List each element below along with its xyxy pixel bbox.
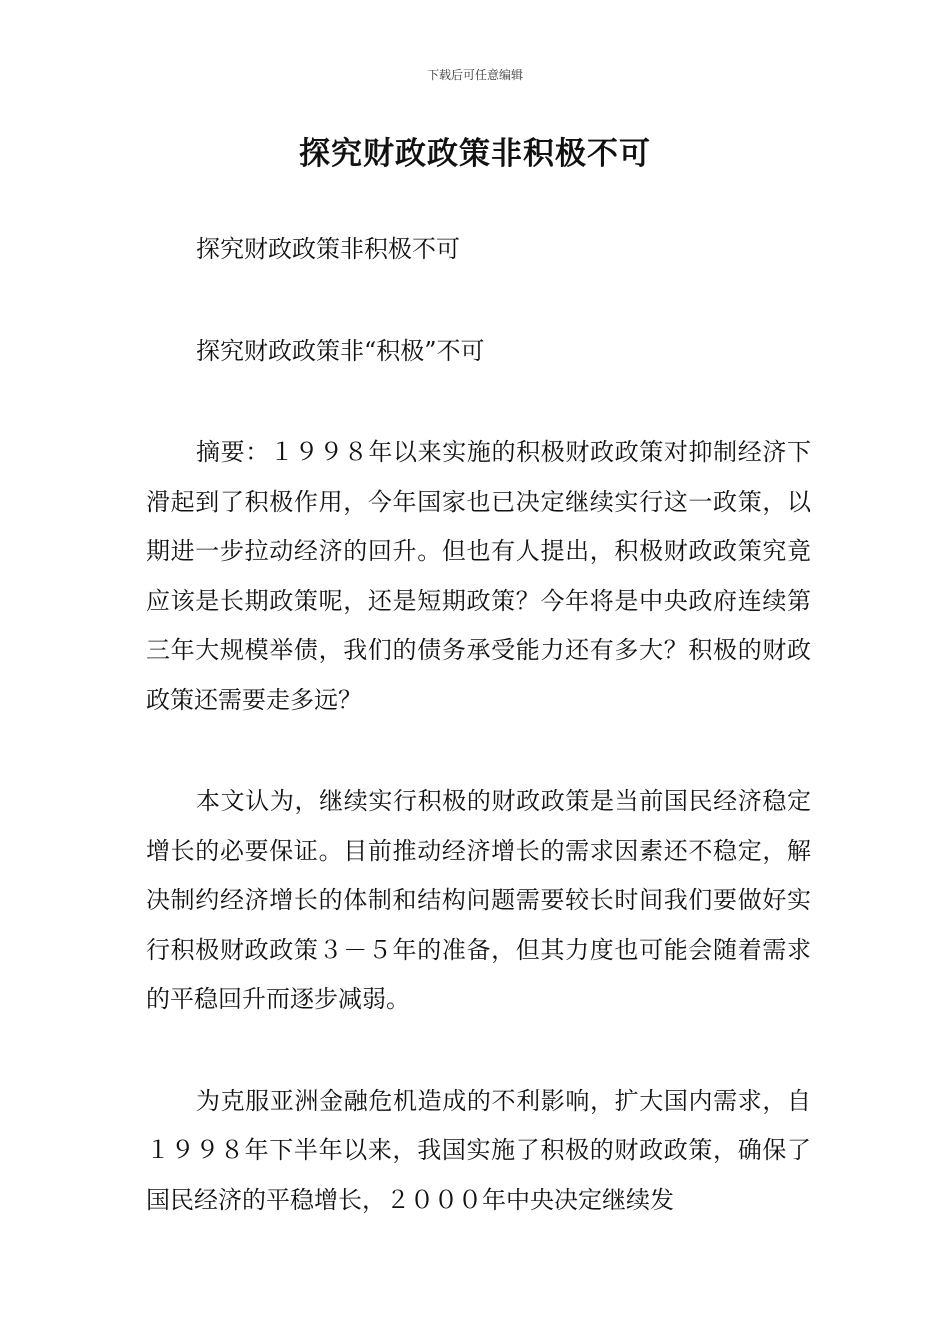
paragraph-abstract: 摘要：１９９８年以来实施的积极财政政策对抑制经济下滑起到了积极作用，今年国家也已决定继续实行这一政策，以期进一步拉动经济的回升。但也有人提出，积极财政政策究竟应该是长期政策呢，还是短期政策？今年将是中央政府连续第三年大规模举债，我们的债务承受能力还有多大？积极的财政政策还需要走多远？ bbox=[146, 438, 811, 714]
document-body bbox=[146, 225, 811, 1277]
paragraph-subtitle: 探究财政政策非积极不可 bbox=[196, 235, 460, 263]
paragraph-subtitle-quoted: 探究财政政策非“积极”不可 bbox=[196, 336, 485, 365]
paragraph-background: 为克服亚洲金融危机造成的不利影响，扩大国内需求，自１９９８年下半年以来，我国实施了积极的财政政策，确保了国民经济的平稳增长，２０００年中央决定继续发 bbox=[146, 1086, 811, 1214]
page-header-note: 下载后可任意编辑 bbox=[426, 68, 523, 82]
document-title: 探究财政政策非积极不可 bbox=[299, 136, 651, 172]
paragraph-thesis: 本文认为，继续实行积极的财政政策是当前国民经济稳定增长的必要保证。目前推动经济增长的需求因素还不稳定，解决制约经济增长的体制和结构问题需要较长时间我们要做好实行积极财政政策３－５年的准备，但其力度也可能会随着需求的平稳回升而逐步减弱。 bbox=[146, 787, 811, 1013]
